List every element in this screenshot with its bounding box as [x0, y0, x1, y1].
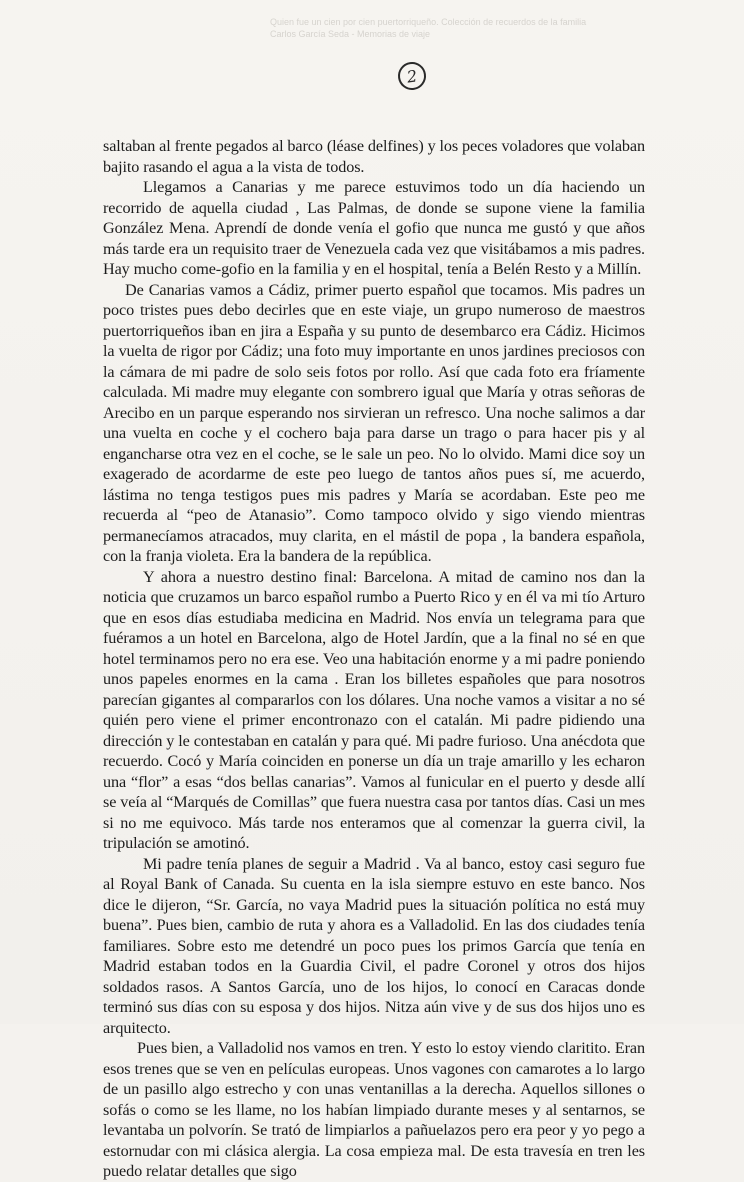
paragraph: Mi padre tenía planes de seguir a Madrid . Va al banco, estoy casi seguro fue al Royal Bank of Canada. Su cuenta en la isla siempre estuvo en este banco. Nos dice le dijeron, “Sr. García, no vaya Madrid pues la situación política no está muy buena”. Pues bien, cambio de ruta y ahora es a Valladolid. En las dos ciudades tenía familiares. Sobre esto me detendré un poco pues los primos García que tenía en Madrid estaban todos en la Guardia Civil, el padre Coronel y otros dos hijos soldados rasos. A Santos García, uno de los hijos, lo conocí en Caracas donde terminó sus días con su esposa y dos hijos. Nitza aún vive y de sus dos hijos uno es arquitecto.: [103, 854, 645, 1037]
paragraph: saltaban al frente pegados al barco (léase delfines) y los peces voladores que volaban bajito rasando el agua a la vista de todos.: [103, 137, 645, 176]
paragraph: Pues bien, a Valladolid nos vamos en tren. Y esto lo estoy viendo claritito. Eran esos trenes que se ven en películas europeas. Unos vagones con camarotes a lo largo de un pasillo algo estrecho y con unas ventanillas a la derecha. Aquellos sillones o sofás o como se les llame, no los habían limpiado durante meses y al sentarnos, se levantaba un polvorín. Se trató de limpiarlos a pañuelazos pero era peor y yo pego a estornudar con mi clásica alergia. La cosa empieza mal. De esta travesía en tren les puedo relatar detalles que sigo: [103, 1039, 645, 1180]
faint-header: [270, 16, 740, 40]
handwritten-page-number: [396, 60, 428, 92]
faint-header-line: Quien fue un cien por cien puertorriqueño. Colección de recuerdos de la familia: [270, 17, 587, 27]
paragraph: Llegamos a Canarias y me parece estuvimos todo un día haciendo un recorrido de aquella ciudad , Las Palmas, de donde se supone viene la familia González Mena. Aprendí de donde venía el gofio que nunca me gustó y que años más tarde era un requisito traer de Venezuela cada vez que visitábamos a mis padres. Hay mucho come-gofio en la familia y en el hospital, tenía a Belén Resto y a Millín.: [103, 178, 645, 278]
paragraph: De Canarias vamos a Cádiz, primer puerto español que tocamos. Mis padres un poco tristes pues debo decirles que en este viaje, un grupo numeroso de maestros puertorriqueños iban en jira a España y su punto de desembarco era Cádiz. Hicimos la vuelta de rigor por Cádiz; una foto muy importante en unos jardines preciosos con la cámara de mi padre de solo seis fotos por rollo. Así que cada foto era fríamente calculada. Mi madre muy elegante con sombrero igual que María y otras señoras de Arecibo en un parque esperando nos sirvieran un refresco. Una noche salimos a dar una vuelta en coche y el cochero baja para darse un trago o para hacer pis y al engancharse otra vez en el coche, se le sale un peo. No lo olvido. Mami dice soy un exagerado de acordarme de este peo luego de tantos años pues sí, me acuerdo, lástima no tenga testigos pues mis padres y María se acordaban. Este peo me recuerda al “peo de Atanasio”. Como tampoco olvido y sigo viendo mientras permanecíamos atracados, muy clarita, en el mástil de popa , la bandera española, con la franja violeta. Era la bandera de la república.: [103, 280, 645, 565]
paragraph: Y ahora a nuestro destino final: Barcelona. A mitad de camino nos dan la noticia que cruzamos un barco español rumbo a Puerto Rico y en él va mi tío Arturo que en esos días estudiaba medicina en Madrid. Nos envía un telegrama para que fuéramos a un hotel en Barcelona, algo de Hotel Jardín, que a la final no sé en que hotel terminamos pero no era ese. Veo una habitación enorme y a mi padre poniendo unos papeles enormes en la cama . Eran los billetes españoles que para nosotros parecían gigantes al compararlos con los dólares. Una noche vamos a visitar a no sé quién pero viene el primer encontronazo con el catalán. Mi padre pidiendo una dirección y le contestaban en catalán y para qué. Mi padre furioso. Una anécdota que recuerdo. Cocó y María coinciden en ponerse un día un traje amarillo y les echaron una “flor” a esas “dos bellas canarias”. Vamos al funicular en el puerto y desde allí se veía al “Marqués de Comillas” que fuera nuestra casa por tantos días. Casi un mes si no me equivoco. Más tarde nos enteramos que al comenzar la guerra civil, la tripulación se amotinó.: [103, 567, 645, 852]
faint-header-line: Carlos García Seda - Memorias de viaje: [270, 29, 431, 39]
document-body: [103, 136, 645, 1182]
page-number-text: 2: [405, 65, 419, 87]
